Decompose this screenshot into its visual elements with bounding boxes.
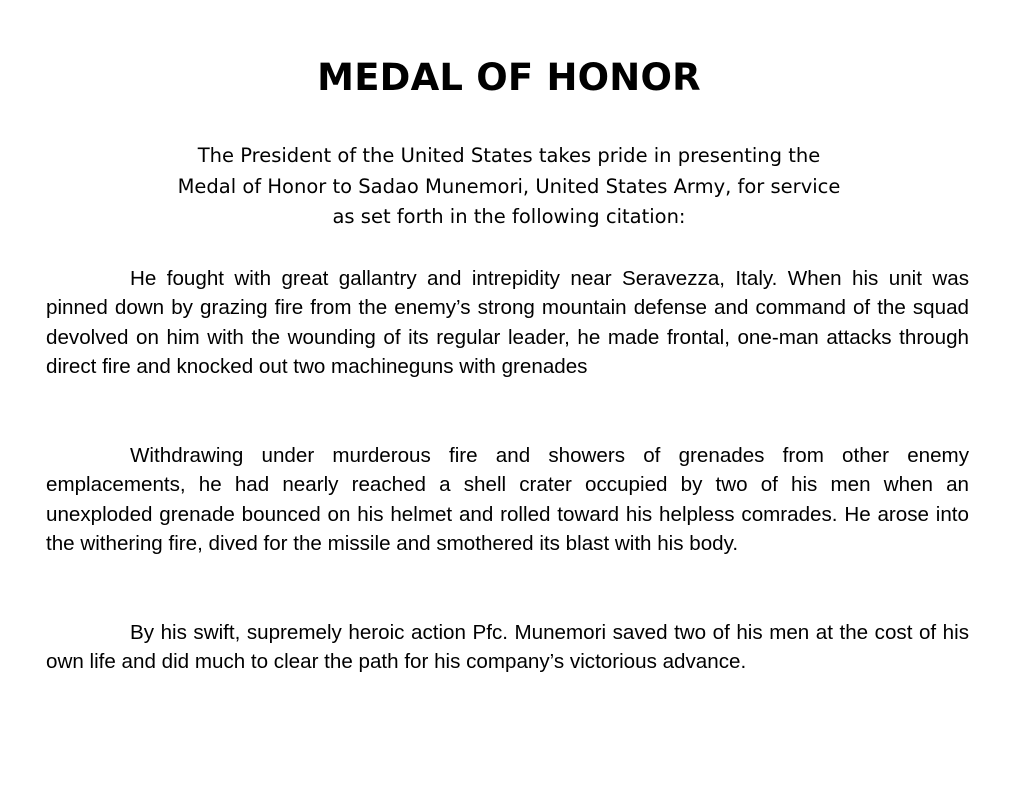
citation-paragraph: By his swift, supremely heroic action Pfc. Munemori saved two of his men at the cost of his own life and did much to clear the path for his company’s victorious advance. [46,621,969,674]
page-title: MEDAL OF HONOR [317,56,701,99]
intro-line: as set forth in the following citation: [332,205,686,228]
intro-line: The President of the United States takes pride in presenting the [197,144,821,167]
citation-intro [120,141,898,233]
citation-paragraph: Withdrawing under murderous fire and showers of grenades from other enemy emplacements, he had nearly reached a shell crater occupied by two of his men when an unexploded grenade bounced on his helmet and rolled toward his helpless comrades. He arose into the withering fire, dived for the missile and smothered its blast with his body. [46,444,969,556]
intro-line: Medal of Honor to Sadao Munemori, United States Army, for service [177,174,841,198]
citation-paragraph: He fought with great gallantry and intrepidity near Seravezza, Italy. When his unit was pinned down by grazing fire from the enemy’s strong mountain defense and command of the squad devolved on him with the wounding of its regular leader, he made frontal, one-man attacks through direct fire and knocked out two machineguns with grenades [46,267,969,379]
